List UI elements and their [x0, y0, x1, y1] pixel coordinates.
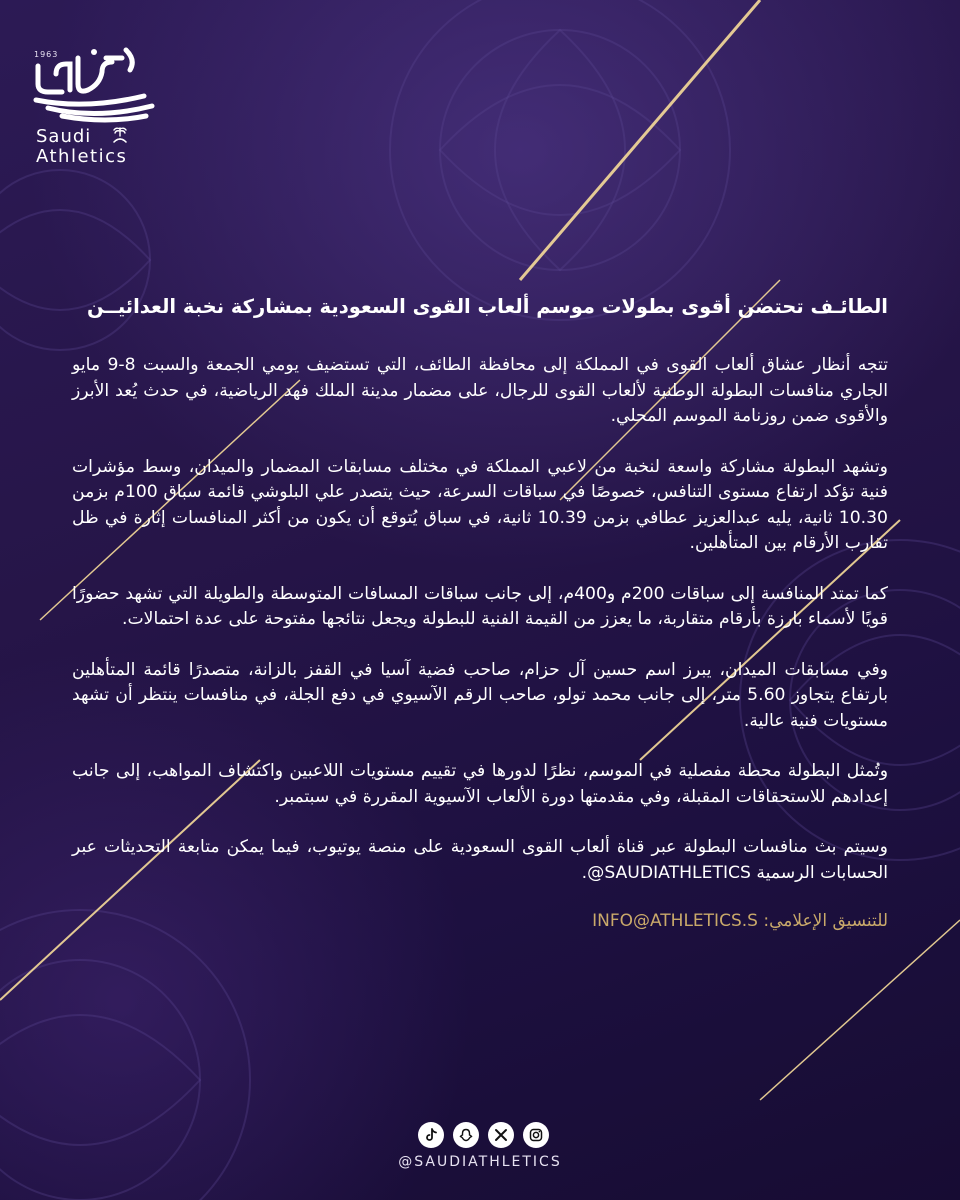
media-contact-label: للتنسيق الإعلامي:	[763, 911, 888, 932]
article-paragraph-5: وتُمثل البطولة محطة مفصلية في الموسم، نظرًا لدورها في تقييم مستويات اللاعبين واكتشاف المواهب، إلى جانب إعدادهم للاستحقاقات المقبلة، وفي مقدمتها دورة الألعاب الآسيوية المقررة في سبتمبر.	[72, 761, 888, 807]
logo-year: 1963	[34, 50, 59, 59]
article-title: الطائـف تحتضن أقوى بطولات موسم ألعاب القوى السعودية بمشاركة نخبة العدائيــن	[86, 295, 888, 318]
logo-wordmark-athletics: Athletics	[36, 146, 128, 167]
logo-wordmark-saudi: Saudi	[36, 126, 92, 147]
x-link[interactable]	[488, 1122, 514, 1148]
instagram-icon	[529, 1128, 543, 1142]
social-links	[418, 1122, 549, 1148]
media-contact	[72, 911, 888, 931]
palm-swords-emblem-icon	[112, 126, 128, 144]
article-paragraph-4: وفي مسابقات الميدان، يبرز اسم حسين آل حزام، صاحب فضية آسيا في القفز بالزانة، متصدرًا قائمة المتأهلين بارتفاع يتجاوز 5.60 متر، إلى جانب محمد تولو، صاحب الرقم الآسيوي في دفع الجلة، في منافسات ينتظر أن تشهد مستويات فنية عالية.	[72, 659, 889, 731]
snapchat-link[interactable]	[453, 1122, 479, 1148]
article-paragraph-2: وتشهد البطولة مشاركة واسعة لنخبة من لاعبي المملكة في مختلف مسابقات المضمار والميدان، وسط مؤشرات فنية تؤكد ارتفاع مستوى التنافس، خصوصًا في سباقات السرعة، حيث يتصدر علي البلوشي قائمة سباق 100م بزمن 10.30 ثانية، يليه عبدالعزيز عطافي بزمن 10.39 ثانية، في سباق يُتوقع أن يكون من أكثر المنافسات إثارة في ظل تقارب الأرقام بين المتأهلين.	[72, 456, 888, 554]
saudi-athletics-logo	[26, 44, 156, 166]
instagram-link[interactable]	[523, 1122, 549, 1148]
media-contact-email[interactable]: INFO@ATHLETICS.S	[592, 911, 758, 932]
article-paragraph-1: تتجه أنظار عشاق ألعاب القوى في المملكة إلى محافظة الطائف، التي تستضيف يومي الجمعة والسبت 8-9 مايو الجاري منافسات البطولة الوطنية لألعاب القوى للرجال، على مضمار مدينة الملك فهد الرياضية، في حدث يُعد الأبرز والأقوى ضمن روزنامة الموسم المحلي.	[72, 355, 888, 427]
tiktok-link[interactable]	[418, 1122, 444, 1148]
tiktok-icon	[424, 1128, 438, 1142]
article-body	[72, 292, 888, 931]
account-handle[interactable]: @SAUDIATHLETICS	[398, 1154, 562, 1170]
article-paragraph-3: كما تمتد المنافسة إلى سباقات 200م و400م، إلى جانب سباقات المسافات المتوسطة والطويلة التي تشهد حضورًا قويًا لأسماء بارزة بأرقام متقاربة، ما يعزز من القيمة الفنية للبطولة ويجعل نتائجها مفتوحة على عدة احتمالات.	[72, 583, 888, 630]
article-paragraph-6: وسيتم بث منافسات البطولة عبر قناة ألعاب القوى السعودية على منصة يوتيوب، فيما يمكن متابعة التحديثات عبر الحسابات الرسمية SAUDIATHLETICS@.	[72, 837, 888, 883]
x-icon	[494, 1128, 508, 1142]
snapchat-icon	[459, 1128, 473, 1142]
